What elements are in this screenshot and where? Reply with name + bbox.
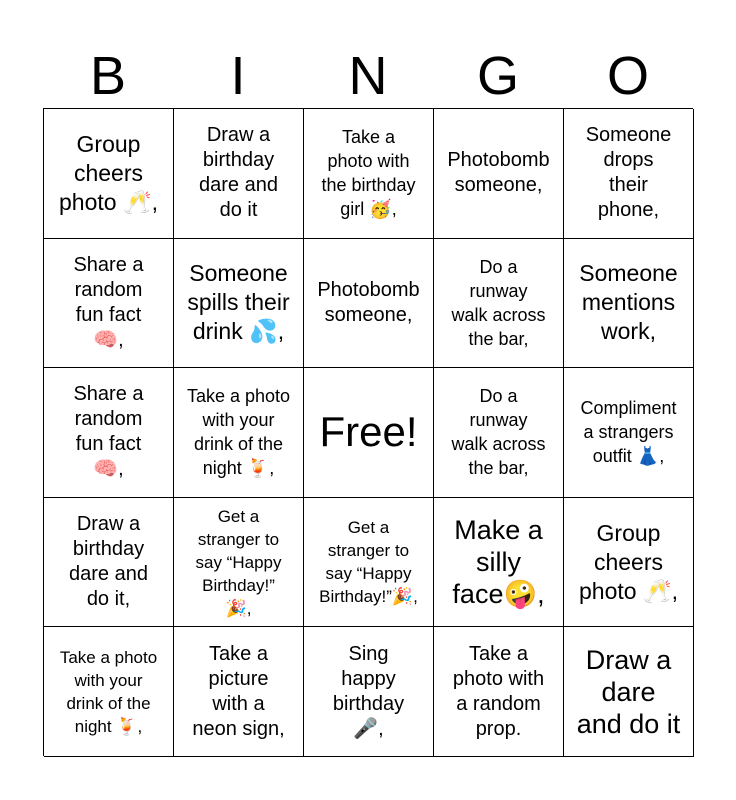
bingo-cell[interactable]	[434, 239, 564, 369]
bingo-cell[interactable]	[434, 109, 564, 239]
cell-text: Share a random fun fact 🧠,	[73, 253, 144, 351]
cell-text: Get a stranger to say “Happy Birthday!” 🎉,	[195, 506, 282, 618]
bingo-cell[interactable]	[434, 627, 564, 757]
cell-text: Do a runway walk across the bar,	[451, 256, 546, 349]
bingo-cell[interactable]	[564, 498, 694, 628]
cell-text: Take a photo with a random prop.	[452, 642, 545, 740]
cell-text: Photobomb someone,	[317, 278, 420, 326]
bingo-cell[interactable]	[304, 239, 434, 369]
cell-text: Take a photo with the birthday girl 🥳,	[321, 127, 416, 220]
bingo-board	[43, 108, 693, 756]
free-space-text: Free!	[319, 408, 418, 456]
cell-text: Take a photo with your drink of the night 🍹,	[186, 386, 291, 479]
cell-text: Sing happy birthday 🎤,	[332, 642, 405, 740]
bingo-cell[interactable]	[174, 109, 304, 239]
cell-text: Take a picture with a neon sign,	[192, 642, 285, 740]
bingo-cell[interactable]	[434, 368, 564, 498]
bingo-cell[interactable]	[174, 627, 304, 757]
cell-text: Draw a dare and do it	[576, 644, 681, 739]
bingo-cell[interactable]	[564, 368, 694, 498]
cell-text: Share a random fun fact 🧠,	[73, 383, 144, 481]
free-space-cell[interactable]	[304, 368, 434, 498]
bingo-cell[interactable]	[304, 498, 434, 628]
cell-text: Get a stranger to say “Happy Birthday!”🎉,	[319, 518, 418, 607]
bingo-cell[interactable]	[44, 239, 174, 369]
cell-text: Draw a birthday dare and do it	[199, 124, 278, 222]
cell-text: Someone spills their drink 💦,	[187, 260, 290, 345]
bingo-cell[interactable]	[174, 368, 304, 498]
cell-text: Someone mentions work,	[579, 260, 678, 345]
header-letter-o: O	[606, 46, 649, 106]
bingo-header	[43, 44, 693, 108]
bingo-cell[interactable]	[44, 109, 174, 239]
bingo-cell[interactable]	[174, 498, 304, 628]
bingo-cell[interactable]	[564, 627, 694, 757]
cell-text: Compliment a strangers outfit 👗,	[580, 398, 677, 467]
cell-text: Someone drops their phone,	[585, 124, 672, 222]
cell-text: Group cheers photo 🥂,	[579, 519, 678, 604]
bingo-cell[interactable]	[44, 498, 174, 628]
bingo-cell[interactable]	[44, 368, 174, 498]
bingo-cell[interactable]	[304, 109, 434, 239]
header-letter-n: N	[348, 46, 388, 106]
cell-text: Do a runway walk across the bar,	[451, 386, 546, 479]
header-letter-g: G	[476, 46, 519, 106]
bingo-cell[interactable]	[44, 627, 174, 757]
bingo-cell[interactable]	[304, 627, 434, 757]
cell-text: Photobomb someone,	[447, 149, 550, 197]
bingo-cell[interactable]	[564, 239, 694, 369]
bingo-cell[interactable]	[564, 109, 694, 239]
bingo-cell[interactable]	[174, 239, 304, 369]
header-letter-i: I	[230, 46, 246, 106]
header-letter-b: B	[89, 46, 127, 106]
cell-text: Make a silly face🤪,	[452, 515, 545, 610]
bingo-cell[interactable]	[434, 498, 564, 628]
cell-text: Draw a birthday dare and do it,	[69, 513, 148, 611]
cell-text: Group cheers photo 🥂,	[59, 130, 158, 215]
cell-text: Take a photo with your drink of the night 🍹,	[59, 647, 158, 736]
